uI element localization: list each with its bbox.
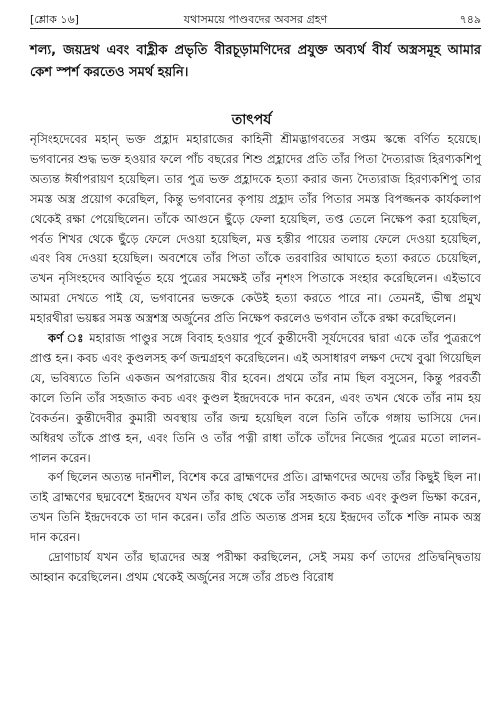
page-number: ৭৪৯: [459, 13, 481, 26]
purport-heading: তাৎপর্য: [231, 112, 272, 128]
purport-paragraph-2: [30, 329, 481, 468]
header-divider: [30, 28, 481, 29]
purport-paragraph-3: কর্ণ ছিলেন অত্যন্ত দানশীল, বিশেষ করে ব্রাহ্মণদের প্রতি। ব্রাহ্মণদের অদেয় তাঁর কিছুই ছিল না। তাই ব্রাহ্মণের ছদ্মবেশে ইন্দ্রদেব যখন তাঁর কাছ থেকে তাঁর সহজাত কবচ এবং কুণ্ডল ভিক্ষা করেন, তখন তিনি ইন্দ্রদেবকে তা দান করেন। তাঁর প্রতি অত্যন্ত প্রসন্ন হয়ে ইন্দ্রদেব তাঁকে শক্তি নামক অস্ত্র দান করেন।: [30, 470, 481, 545]
purport-paragraph-1: নৃসিংহদেবের মহান্ ভক্ত প্রহ্লাদ মহারাজের কাহিনী শ্রীমদ্ভাগবতের সপ্তম স্কন্ধে বর্ণিত হয়েছে। ভগবানের শুদ্ধ ভক্ত হওয়ার ফলে পাঁচ বছরের শিশু প্রহ্লাদের প্রতি তাঁর পিতা দৈত্যরাজ হিরণ্যকশিপু অত্যন্ত ঈর্ষাপরায়ণ হয়েছিল। তার পুত্র ভক্ত প্রহ্লাদকে হত্যা করার জন্য দৈত্যরাজ হিরণ্যকশিপু তার সমস্ত অস্ত্র প্রয়োগ করেছিল, কিন্তু ভগবানের কৃপায় প্রহ্লাদ তাঁর পিতার সমস্ত বিপজ্জনক কার্যকলাপ থেকেই রক্ষা পেয়েছিলেন। তাঁকে আগুনে ছুঁড়ে ফেলা হয়েছিল, তপ্ত তেলে নিক্ষেপ করা হয়েছিল, পর্বত শিখর থেকে ছুঁড়ে ফেলে দেওয়া হয়েছিল, মত্ত হস্তীর পায়ের তলায় ফেলে দেওয়া হয়েছিল, এবং বিষ দেওয়া হয়েছিল। অবশেষে তাঁর পিতা তাঁকে তরবারির আঘাতে হত্যা করতে চেয়েছিল, তখন নৃসিংহদেব আবির্ভূত হয়ে পুত্রের সমক্ষেই তাঁর নৃশংস পিতাকে সংহার করেছিলেন। এইভাবে আমরা দেখতে পাই যে, ভগবানের ভক্তকে কেউই হত্যা করতে পারে না। তেমনই, ভীষ্ম প্রমুখ মহারথীরা ভয়ঙ্কর সমস্ত অস্ত্রশস্ত্র অর্জুনের প্রতি নিক্ষেপ করলেও ভগবান তাঁকে রক্ষা করেছিলেন।: [30, 132, 481, 326]
karna-term: কর্ণ ঃ: [48, 331, 85, 346]
running-header: [30, 8, 481, 28]
verse-reference: [শ্লোক ১৬]: [30, 13, 79, 26]
chapter-title: যথাসময়ে পাণ্ডবদের অবসর গ্রহণ: [183, 13, 328, 26]
karna-description: মহারাজ পাণ্ডুর সঙ্গে বিবাহ হওয়ার পূর্বে কুন্তীদেবী সূর্যদেবের দ্বারা একে তাঁর পুত্ররূপে প্রাপ্ত হন। কবচ এবং কুণ্ডলসহ কর্ণ জন্মগ্রহণ করেছিলেন। এই অসাধারণ লক্ষণ দেখে বুঝা গিয়েছিল যে, ভবিষ্যতে তিনি একজন অপরাজেয় বীর হবেন। প্রথমে তাঁর নাম ছিল বসুসেন, কিন্তু পরবর্তী কালে তিনি তাঁর সহজাত কবচ এবং কুণ্ডল ইন্দ্রদেবকে দান করেন, এবং তখন থেকে তাঁর নাম হয় বৈকর্তন। কুন্তীদেবীর কুমারী অবস্থায় তাঁর জন্ম হয়েছিল বলে তিনি তাঁকে গঙ্গায় ভাসিয়ে দেন। অধিরথ তাঁকে প্রাপ্ত হন, এবং তিনি ও তাঁর পত্নী রাধা তাঁকে তাঁদের নিজের পুত্রের মতো লালন-পালন করেন।: [30, 331, 481, 465]
purport-paragraph-4: দ্রোণাচার্য যখন তাঁর ছাত্রদের অস্ত্র পরীক্ষা করছিলেন, সেই সময় কর্ণ তাদের প্রতিদ্বন্দ্বিতায় আহ্বান করেছিলেন। প্রথম থেকেই অর্জুনের সঙ্গে তাঁর প্রচণ্ড বিরোধ: [30, 550, 481, 584]
purport-body: [30, 130, 481, 588]
verse-translation: শল্য, জয়দ্রথ এবং বাহ্লীক প্রভৃতি বীরচূড়ামণিদের প্রযুক্ত অব্যর্থ বীর্য অস্ত্রসমূহ আমার কেশ স্পর্শ করতেও সমর্থ হয়নি।: [30, 43, 481, 80]
